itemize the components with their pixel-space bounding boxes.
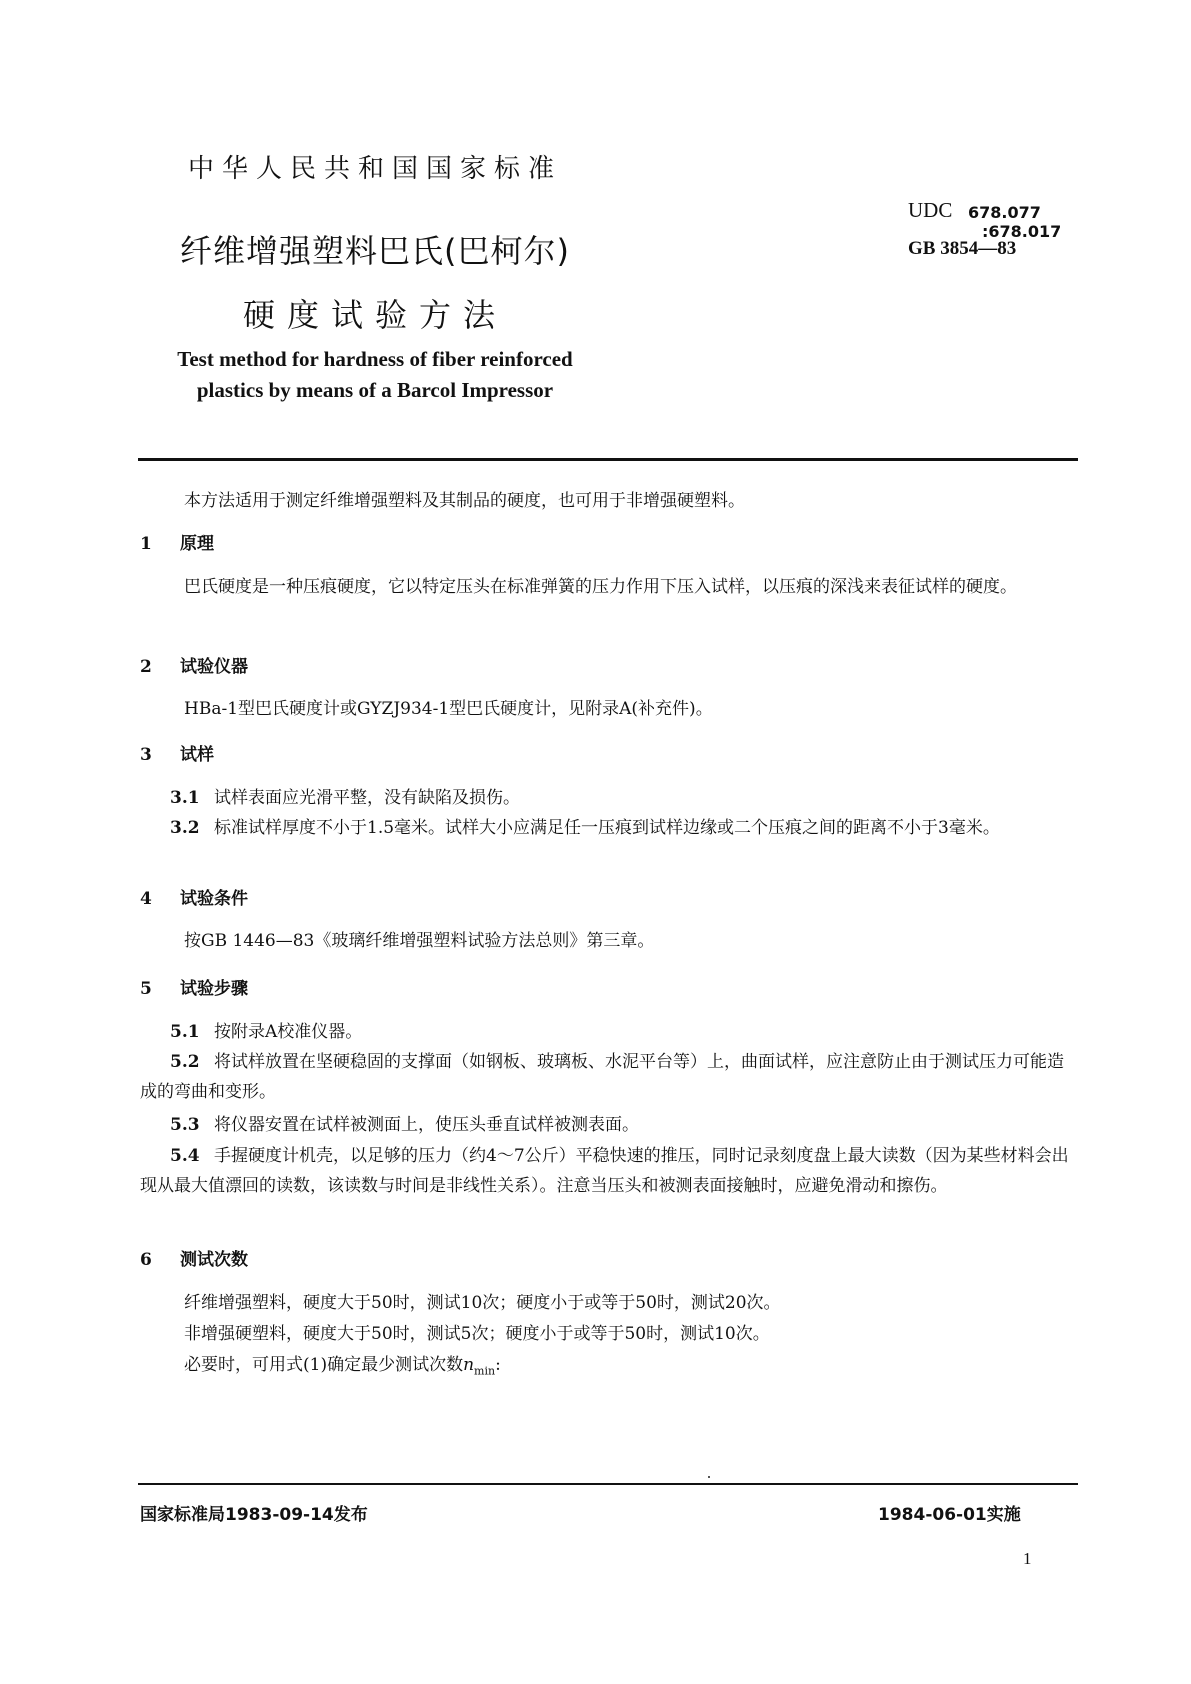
section-title: 试样 xyxy=(180,745,214,765)
section-1-text: 巴氏硬度是一种压痕硬度，它以特定压头在标准弹簧的压力作用下压入试样，以压痕的深浅来表征试样的硬度。 xyxy=(184,577,1017,597)
scan-speck xyxy=(708,1476,710,1478)
clause-text: 手握硬度计机壳，以足够的压力（约4～7公斤）平稳快速的推压，同时记录刻度盘上最大读数（因为某些材料会出现从最大值漂回的读数，该读数与时间是非线性关系）。注意当压头和被测表面接触时，应避免滑动和擦伤。 xyxy=(140,1146,1069,1196)
clause-number: 5.4 xyxy=(170,1146,200,1166)
gb-standard-number: GB 3854—83 xyxy=(908,238,1017,259)
section-heading-2 xyxy=(140,652,1075,682)
implementation-date: 1984-06-01实施 xyxy=(878,1505,1021,1525)
title-chinese-line1: 纤维增强塑料巴氏(巴柯尔) xyxy=(180,232,570,270)
clause-5-3 xyxy=(140,1110,1075,1140)
udc-code-primary: 678.077 xyxy=(968,203,1041,222)
section-4-text: 按GB 1446—83《玻璃纤维增强塑料试验方法总则》第三章。 xyxy=(184,931,655,951)
clause-3-1 xyxy=(140,783,1075,813)
section-number: 6 xyxy=(140,1250,152,1270)
section-heading-6 xyxy=(140,1245,1075,1275)
udc-label: UDC xyxy=(908,198,953,222)
section-6-line-2: 非增强硬塑料，硬度大于50时，测试5次；硬度小于或等于50时，测试10次。 xyxy=(184,1324,770,1344)
section-heading-5 xyxy=(140,974,1075,1004)
section-title: 试验条件 xyxy=(180,889,248,909)
title-english-line2: plastics by means of a Barcol Impressor xyxy=(196,378,554,402)
section-title: 试验步骤 xyxy=(180,979,248,999)
section-number: 4 xyxy=(140,889,152,909)
bottom-divider xyxy=(138,1483,1078,1485)
title-english-line1: Test method for hardness of fiber reinforced xyxy=(177,347,573,371)
section-heading-4 xyxy=(140,884,1075,914)
clause-number: 5.1 xyxy=(170,1022,200,1042)
clause-number: 5.2 xyxy=(170,1052,200,1072)
udc-code-secondary: :678.017 xyxy=(982,222,1062,241)
section-title: 测试次数 xyxy=(180,1250,248,1270)
top-divider xyxy=(138,458,1078,461)
clause-text: 按附录A校准仪器。 xyxy=(214,1022,363,1042)
page-number: 1 xyxy=(1023,1549,1032,1568)
section-title: 原理 xyxy=(180,534,214,554)
formula-symbol-n: n xyxy=(463,1355,475,1375)
clause-number: 3.2 xyxy=(170,818,200,838)
section-6-line-1: 纤维增强塑料，硬度大于50时，测试10次；硬度小于或等于50时，测试20次。 xyxy=(184,1293,781,1313)
section-number: 5 xyxy=(140,979,152,999)
clause-number: 3.1 xyxy=(170,788,200,808)
section-heading-1 xyxy=(140,529,1075,559)
clause-5-4 xyxy=(140,1141,1075,1201)
clause-3-2 xyxy=(140,813,1075,843)
section-6-line-3 xyxy=(140,1350,1075,1386)
section-number: 2 xyxy=(140,657,152,677)
clause-5-1 xyxy=(140,1017,1075,1047)
clause-number: 5.3 xyxy=(170,1115,200,1135)
section-heading-3 xyxy=(140,740,1075,770)
clause-text: 试样表面应光滑平整，没有缺陷及损伤。 xyxy=(214,788,520,808)
clause-text: 将试样放置在坚硬稳固的支撑面（如钢板、玻璃板、水泥平台等）上，曲面试样，应注意防止由于测试压力可能造成的弯曲和变形。 xyxy=(140,1052,1064,1102)
formula-subscript-min: min xyxy=(474,1364,496,1378)
issue-date: 国家标准局1983-09-14发布 xyxy=(140,1505,368,1525)
section-2-text: HBa-1型巴氏硬度计或GYZJ934-1型巴氏硬度计，见附录A(补充件)。 xyxy=(184,699,713,719)
scope-paragraph: 本方法适用于测定纤维增强塑料及其制品的硬度，也可用于非增强硬塑料。 xyxy=(184,491,745,511)
section-number: 1 xyxy=(140,534,152,554)
section-number: 3 xyxy=(140,745,152,765)
clause-text: 标准试样厚度不小于1.5毫米。试样大小应满足任一压痕到试样边缘或二个压痕之间的距离不小于3毫米。 xyxy=(214,818,1000,838)
title-chinese-line2: 硬度试验方法 xyxy=(242,296,507,334)
issuing-country-standard: 中华人民共和国国家标准 xyxy=(187,154,562,184)
clause-text: 将仪器安置在试样被测面上，使压头垂直试样被测表面。 xyxy=(214,1115,639,1135)
clause-5-2 xyxy=(140,1047,1075,1107)
formula-intro-text: 必要时，可用式(1)确定最少测试次数 xyxy=(184,1355,464,1375)
section-title: 试验仪器 xyxy=(180,657,248,677)
formula-colon: : xyxy=(495,1355,501,1375)
